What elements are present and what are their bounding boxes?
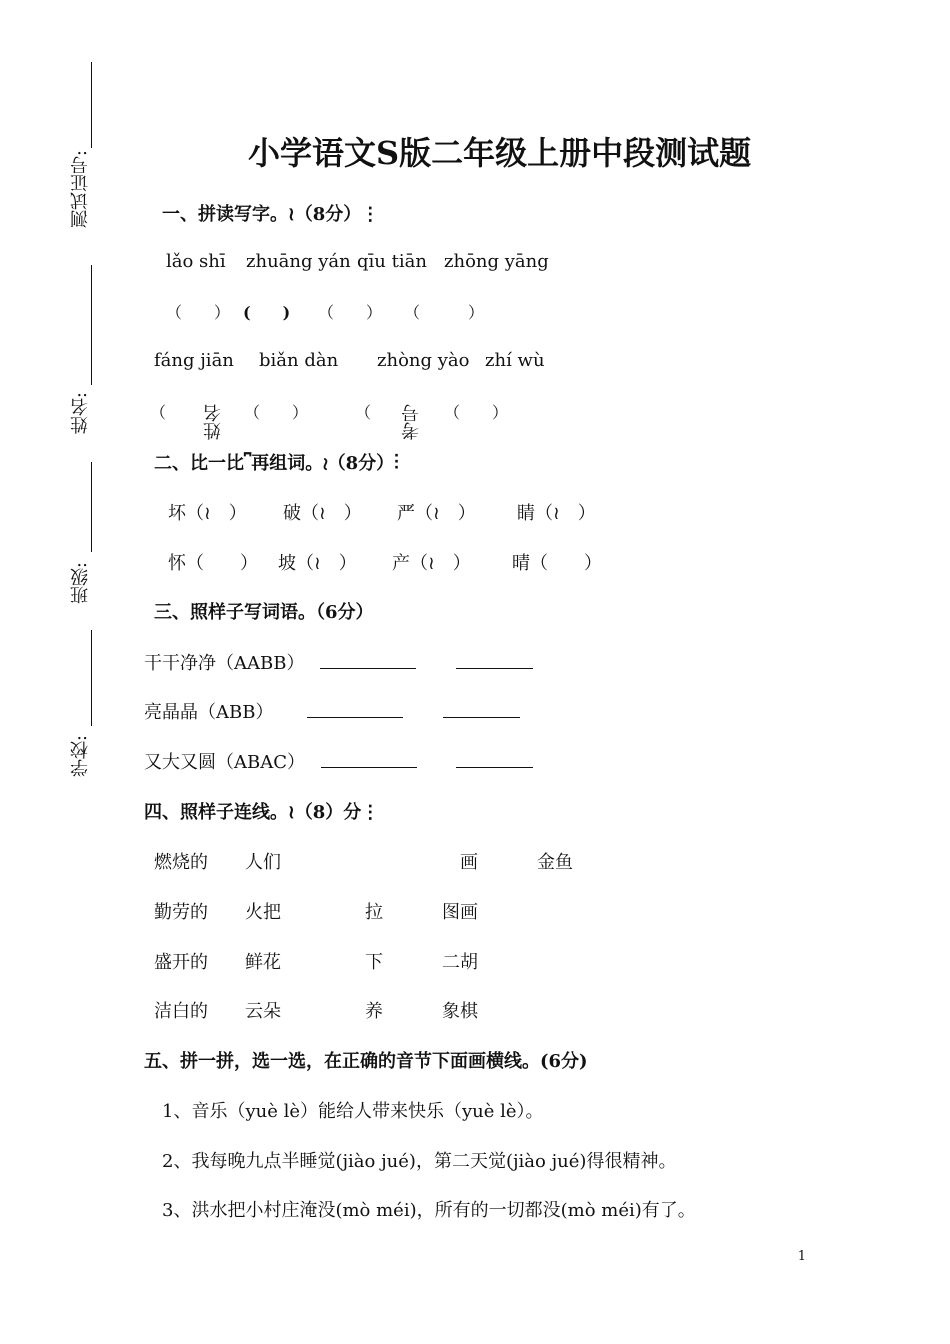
pinyin: zhuāng yán <box>246 251 351 272</box>
margin-line <box>91 265 92 385</box>
match-item: 下 <box>365 952 383 973</box>
word-item: 怀（ ） <box>168 553 258 574</box>
match-item: 图画 <box>442 902 478 923</box>
school-label: 学校: <box>70 735 91 778</box>
match-item: 金鱼 <box>537 852 573 873</box>
word-item: 坏（≀ ） <box>168 503 247 524</box>
answer-paren: （ ） <box>244 403 309 422</box>
answer-blank[interactable] <box>456 749 533 768</box>
margin-line <box>91 62 92 148</box>
pattern-line <box>144 649 533 675</box>
pattern-example: 干干净净（AABB） <box>144 653 305 674</box>
word-item: 产（≀ ） <box>392 553 471 574</box>
match-item: 二胡 <box>442 952 478 973</box>
section1-heading: 一、拼读写字。≀（8分）⋮ <box>162 204 380 225</box>
overlay-name: 姓名 <box>203 404 224 440</box>
question-item: 2、我每晚九点半睡觉(jiào jué)，第二天觉(jiào jué)得很精神。 <box>162 1151 677 1172</box>
test-id-label: 测试证号: <box>70 150 91 229</box>
match-item: 人们 <box>245 852 281 873</box>
pinyin: lǎo shī <box>166 251 226 272</box>
word-item: 睛（≀ ） <box>517 503 596 524</box>
answer-paren: （ ） <box>404 303 485 322</box>
word-item: 破（≀ ） <box>283 503 362 524</box>
pattern-example: 又大又圆（ABAC） <box>144 752 305 773</box>
answer-paren: （ ） <box>166 303 231 322</box>
answer-paren: ( ) <box>243 303 291 322</box>
answer-blank[interactable] <box>321 749 417 768</box>
answer-blank[interactable] <box>320 650 416 669</box>
section4-heading: 四、照样子连线。≀（8）分⋮ <box>144 802 380 823</box>
match-item: 鲜花 <box>245 952 281 973</box>
section5-heading: 五、拼一拼，选一选，在正确的音节下面画横线。(6分) <box>144 1051 588 1072</box>
overlay-exam-no: 考号 <box>401 404 422 440</box>
pinyin: biǎn dàn <box>259 350 339 371</box>
pattern-line <box>144 698 520 724</box>
section3-heading: 三、照样子写词语。（6分） <box>154 602 374 623</box>
pinyin: fáng jiān <box>154 350 234 371</box>
question-item: 3、洪水把小村庄淹没(mò méi)，所有的一切都没(mò méi)有了。 <box>162 1200 696 1221</box>
match-item: 云朵 <box>245 1001 281 1022</box>
match-item: 洁白的 <box>154 1001 208 1022</box>
match-item: 火把 <box>245 902 281 923</box>
pinyin: zhí wù <box>485 350 545 371</box>
answer-paren: （ <box>355 403 372 422</box>
pinyin: zhòng yào <box>377 350 470 371</box>
margin-line <box>91 462 92 552</box>
match-item: 养 <box>365 1001 383 1022</box>
match-item: 拉 <box>365 902 383 923</box>
answer-blank[interactable] <box>307 699 403 718</box>
answer-paren: （ <box>150 403 167 422</box>
match-item: 盛开的 <box>154 952 208 973</box>
match-item: 燃烧的 <box>154 852 208 873</box>
word-item: 晴（ ） <box>512 553 602 574</box>
class-label: 班级: <box>70 562 91 605</box>
pattern-line <box>144 748 533 774</box>
pattern-example: 亮晶晶（ABB） <box>144 702 274 723</box>
match-item: 勤劳的 <box>154 902 208 923</box>
pinyin: qīu tiān <box>357 251 427 272</box>
answer-blank[interactable] <box>456 650 533 669</box>
word-item: 坡（≀ ） <box>278 553 357 574</box>
section2-heading: 二、比一比⎴再组词。≀（8分）⋮ <box>154 453 399 474</box>
word-item: 严（≀ ） <box>397 503 476 524</box>
match-item: 象棋 <box>442 1001 478 1022</box>
pinyin: zhōng yāng <box>444 251 549 272</box>
answer-paren: （ ） <box>444 403 509 422</box>
page-title: 小学语文S版二年级上册中段测试题 <box>248 134 752 172</box>
answer-paren: （ ） <box>318 303 383 322</box>
margin-line <box>91 630 92 726</box>
question-item: 1、音乐（yuè lè）能给人带来快乐（yuè lè）。 <box>162 1101 544 1122</box>
match-item: 画 <box>460 852 478 873</box>
answer-blank[interactable] <box>443 699 520 718</box>
name-label: 姓名: <box>70 392 91 435</box>
page-number: 1 <box>797 1249 806 1264</box>
